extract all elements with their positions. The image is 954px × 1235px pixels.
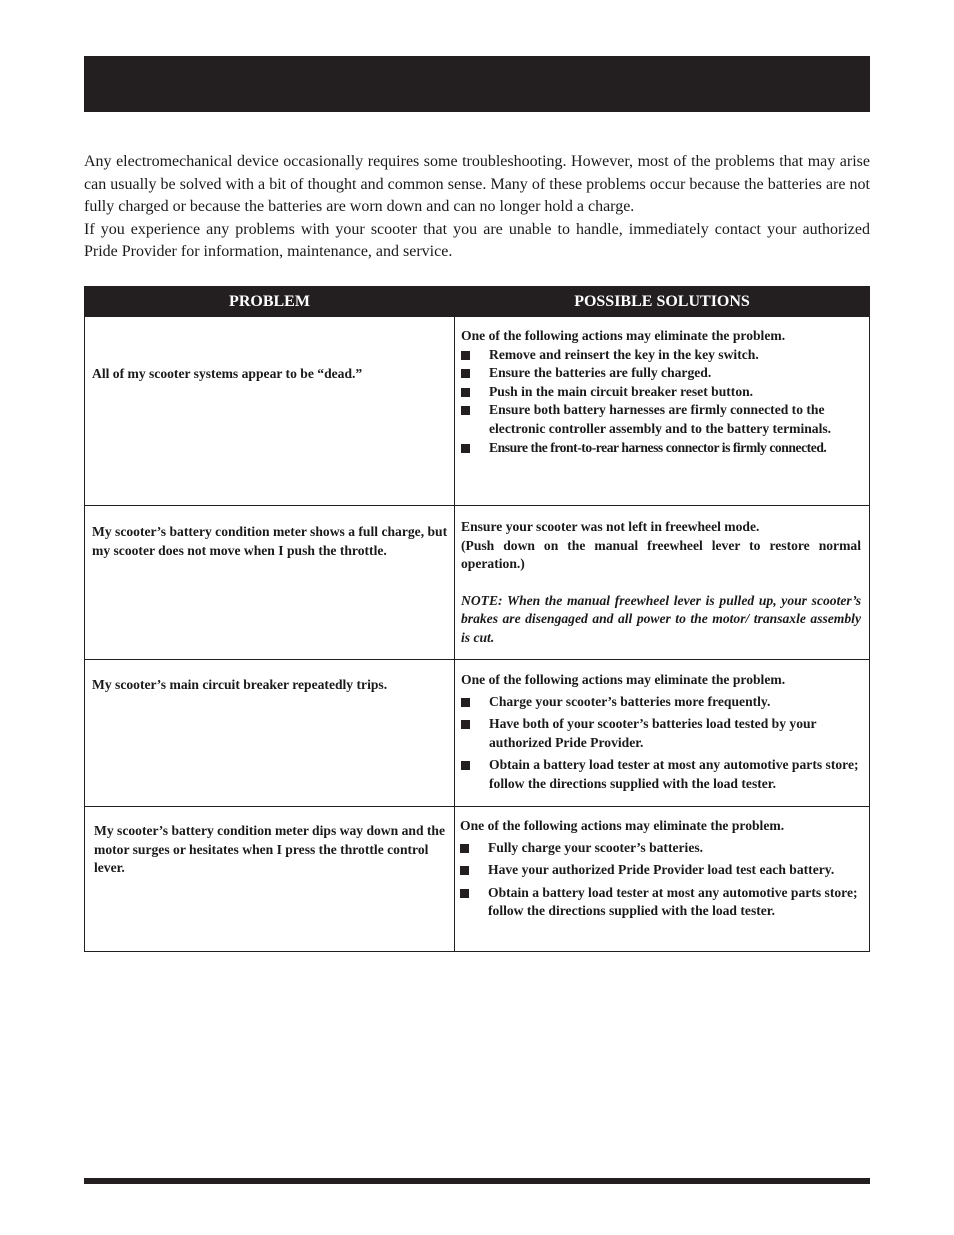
- solution-cell: [455, 317, 870, 506]
- list-item: [461, 383, 861, 402]
- solution-cell: [455, 506, 870, 660]
- problem-cell: [85, 660, 455, 807]
- intro-paragraph-1: Any electromechanical device occasionally requires some troubleshooting. However, most of the problems that may arise can usually be solved with a bit of thought and common sense. Many of these problems occur because the batteries are not fully charged or because the batteries are worn down and can no longer hold a charge.: [84, 153, 870, 216]
- problem-cell: [85, 807, 455, 952]
- list-item: [460, 884, 861, 921]
- solution-lead: One of the following actions may eliminate the problem.: [460, 818, 785, 833]
- solution-lead: One of the following actions may eliminate the problem.: [461, 672, 786, 687]
- list-item: [461, 715, 861, 752]
- list-item: [460, 861, 861, 880]
- problem-text: My scooter’s battery condition meter shows a full charge, but my scooter does not move when I push the throttle.: [92, 524, 448, 558]
- solution-note: NOTE: When the manual freewheel lever is pulled up, your scooter’s brakes are disengaged and all power to the motor/ transaxle assembly is cut.: [461, 592, 861, 645]
- bullet-square-icon: [461, 351, 470, 360]
- intro-text: [84, 151, 870, 264]
- list-item: [461, 756, 861, 793]
- problem-cell: [85, 506, 455, 660]
- solution-list: [460, 839, 861, 921]
- solution-item-text: Remove and reinsert the key in the key switch.: [489, 346, 759, 362]
- table-row: [85, 506, 870, 660]
- problem-text: All of my scooter systems appear to be “dead.”: [92, 366, 363, 381]
- solution-cell: [455, 660, 870, 807]
- solution-item-text: Ensure the batteries are fully charged.: [489, 365, 712, 381]
- bullet-square-icon: [461, 444, 470, 453]
- solution-item-text: Ensure the front-to-rear harness connector is firmly connected.: [489, 439, 827, 455]
- solution-item-text: Obtain a battery load tester at most any automotive parts store; follow the directions supplied with the load tester.: [489, 757, 859, 791]
- solution-item-text: Push in the main circuit breaker reset button.: [489, 383, 754, 399]
- bullet-square-icon: [461, 388, 470, 397]
- bullet-square-icon: [461, 761, 470, 770]
- problem-text: My scooter’s battery condition meter dips way down and the motor surges or hesitates when I press the throttle control lever.: [94, 823, 446, 876]
- solutions-column-header: POSSIBLE SOLUTIONS: [455, 287, 870, 317]
- solution-item-text: Charge your scooter’s batteries more frequently.: [489, 693, 771, 709]
- solution-item-text: Fully charge your scooter’s batteries.: [488, 839, 704, 855]
- solution-list: [461, 693, 861, 794]
- list-item: [461, 364, 861, 383]
- bullet-square-icon: [460, 844, 469, 853]
- section-title-bar: [84, 56, 870, 112]
- troubleshooting-table: [84, 286, 870, 952]
- solution-lead: Ensure your scooter was not left in freewheel mode.: [461, 519, 760, 534]
- bullet-square-icon: [461, 698, 470, 707]
- list-item: [461, 346, 861, 365]
- table-header-row: [85, 287, 870, 317]
- table-row: [85, 807, 870, 952]
- problem-column-header: PROBLEM: [85, 287, 455, 317]
- bullet-square-icon: [460, 866, 469, 875]
- solution-item-text: Have your authorized Pride Provider load test each battery.: [488, 862, 835, 878]
- list-item: [461, 693, 861, 712]
- solution-list: [461, 346, 861, 458]
- bullet-square-icon: [461, 406, 470, 415]
- list-item: [461, 439, 861, 458]
- footer-rule: [84, 1178, 870, 1184]
- list-item: [460, 839, 861, 858]
- bullet-square-icon: [460, 889, 469, 898]
- solution-detail: (Push down on the manual freewheel lever to restore normal operation.): [461, 537, 861, 572]
- list-item: [461, 401, 861, 438]
- solution-item-text: Have both of your scooter’s batteries load tested by your authorized Pride Provider.: [489, 716, 817, 750]
- table-row: [85, 660, 870, 807]
- problem-cell: [85, 317, 455, 506]
- intro-paragraph-2: If you experience any problems with your scooter that you are unable to handle, immediately contact your authorized Pride Provider for information, maintenance, and service.: [84, 220, 870, 261]
- solution-item-text: Obtain a battery load tester at most any automotive parts store; follow the directions supplied with the load tester.: [488, 884, 858, 919]
- solution-item-text: Ensure both battery harnesses are firmly connected to the electronic controller assembly and to the battery terminals.: [489, 402, 832, 436]
- problem-text: My scooter’s main circuit breaker repeatedly trips.: [92, 677, 388, 692]
- table-row: [85, 317, 870, 506]
- solution-lead: One of the following actions may eliminate the problem.: [461, 328, 786, 343]
- bullet-square-icon: [461, 369, 470, 378]
- solution-cell: [455, 807, 870, 952]
- bullet-square-icon: [461, 720, 470, 729]
